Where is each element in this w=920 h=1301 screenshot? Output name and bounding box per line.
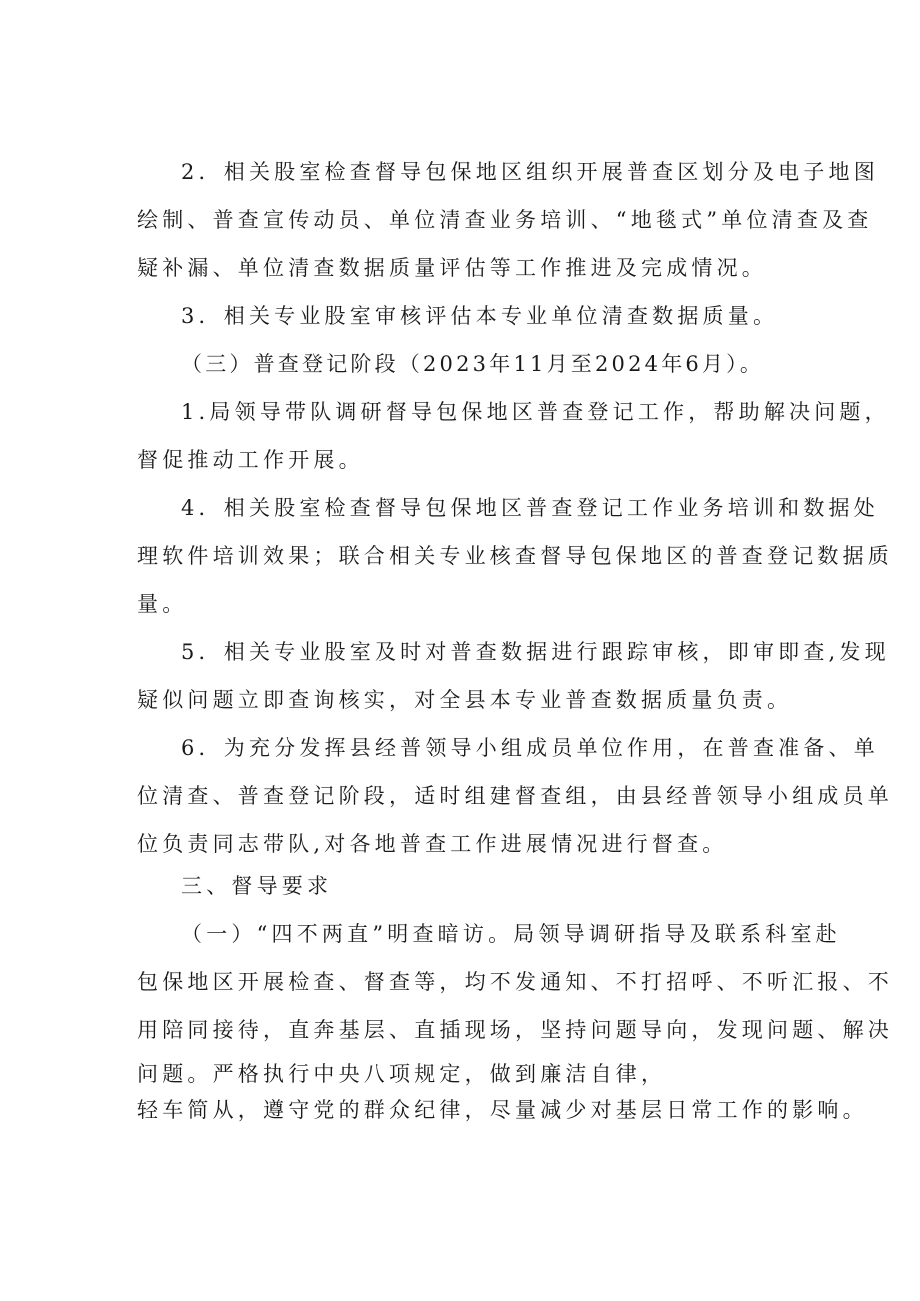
- paragraph-1-line-1: 1.局领导带队调研督导包保地区普查登记工作，帮助解决问题，: [181, 400, 890, 424]
- paragraph-2-line-1: 2．相关股室检查督导包保地区组织开展普查区划分及电子地图: [181, 160, 879, 184]
- paragraph-3-line-1: 3．相关专业股室审核评估本专业单位清查数据质量。: [181, 304, 779, 328]
- paragraph-4-line-1: 4．相关股室检查督导包保地区普查登记工作业务培训和数据处: [181, 496, 879, 520]
- paragraph-6-line-2: 位清查、普查登记阶段，适时组建督查组，由县经普领导小组成员单: [137, 784, 893, 808]
- requirement-1-line-1: （一）“四不两直”明查暗访。局领导调研指导及联系科室赴: [181, 922, 841, 946]
- paragraph-2-line-2: 绘制、普查宣传动员、单位清查业务培训、“地毯式”单位清查及查: [137, 208, 873, 232]
- paragraph-6-line-1: 6．为充分发挥县经普领导小组成员单位作用，在普查准备、单: [181, 736, 879, 760]
- requirement-1-line-5: 轻车简从，遵守党的群众纪律，尽量减少对基层日常工作的影响。: [137, 1098, 868, 1122]
- requirement-1-line-2: 包保地区开展检查、督查等，均不发通知、不打招呼、不听汇报、不: [137, 970, 893, 994]
- paragraph-6-line-3: 位负责同志带队,对各地普查工作进展情况进行督查。: [137, 832, 728, 856]
- heading-supervision-requirements: 三、督导要求: [181, 874, 333, 898]
- paragraph-4-line-3: 量。: [137, 592, 188, 616]
- paragraph-2-line-3: 疑补漏、单位清查数据质量评估等工作推进及完成情况。: [137, 256, 767, 280]
- requirement-1-line-3: 用陪同接待，直奔基层、直插现场，坚持问题导向，发现问题、解决: [137, 1018, 893, 1042]
- paragraph-5-line-1: 5．相关专业股室及时对普查数据进行跟踪审核，即审即查,发现: [181, 640, 890, 664]
- section-3-heading: （三）普查登记阶段（2023年11月至2024年6月）。: [181, 352, 765, 376]
- paragraph-5-line-2: 疑似问题立即查询核实，对全县本专业普查数据质量负责。: [137, 688, 793, 712]
- requirement-1-line-4: 问题。严格执行中央八项规定，做到廉洁自律，: [137, 1062, 667, 1086]
- paragraph-1-line-2: 督促推动工作开展。: [137, 448, 364, 472]
- paragraph-4-line-2: 理软件培训效果；联合相关专业核查督导包保地区的普查登记数据质: [137, 544, 893, 568]
